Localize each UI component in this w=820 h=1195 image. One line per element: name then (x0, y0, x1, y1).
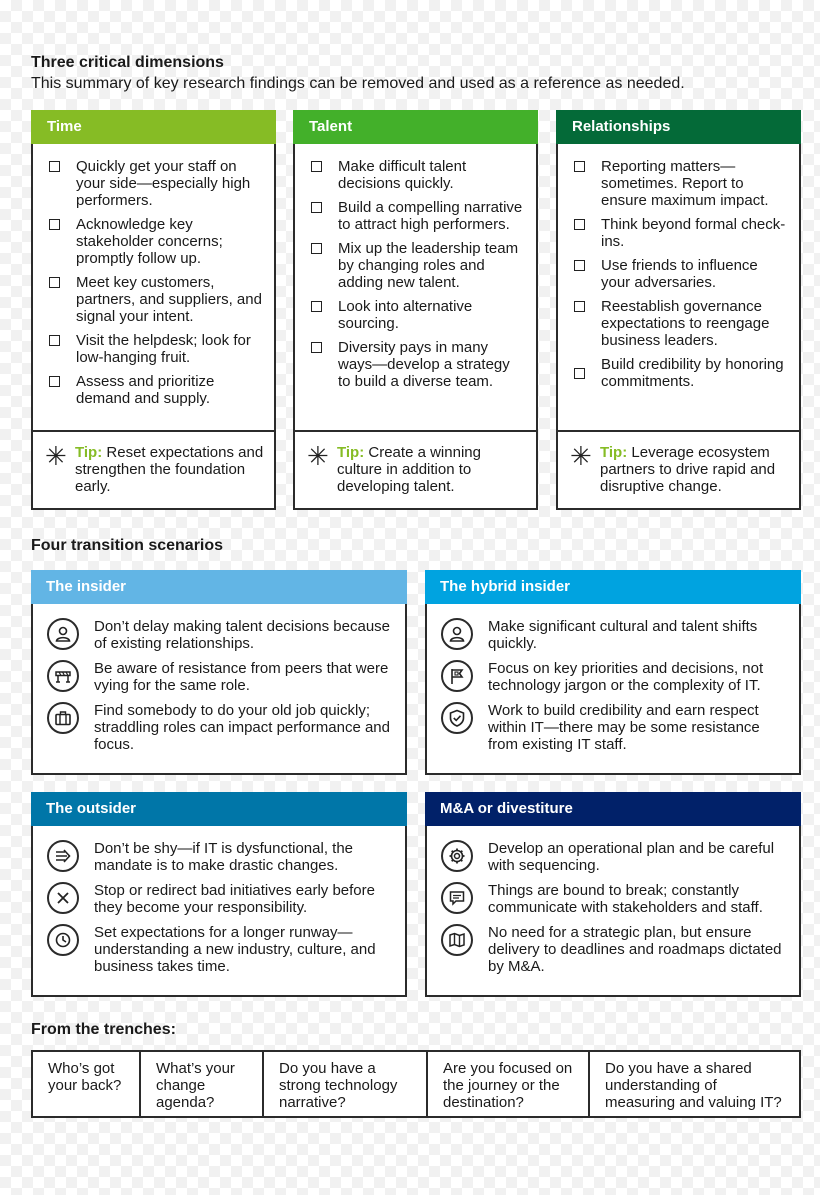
close-icon (47, 882, 79, 914)
scenario-header: The hybrid insider (425, 570, 801, 604)
checklist-item-text: Think beyond formal check-ins. (601, 216, 786, 250)
checklist-item-text: Build a compelling narrative to attract high performers. (338, 199, 523, 233)
checklist-item (311, 158, 526, 192)
checklist-item (49, 216, 264, 267)
scenario-item (47, 924, 397, 975)
scenario-item (441, 618, 791, 652)
tip-body: Leverage ecosystem partners to drive rapid and disruptive change. (600, 444, 776, 495)
trench-question: Do you have a shared understanding of measuring and valuing IT? (605, 1060, 782, 1111)
scenario-item-text: Don’t delay making talent decisions because of existing relationships. (94, 618, 391, 652)
dimension-header: Talent (293, 110, 538, 144)
page-subtitle: This summary of key research findings can be removed and used as a reference as needed. (31, 75, 685, 92)
scenario-item (441, 840, 791, 874)
scenario-item (47, 618, 397, 652)
dimension-relationships (556, 110, 801, 510)
scenario-item (47, 702, 397, 753)
scenario-item-text: Develop an operational plan and be careful with sequencing. (488, 840, 775, 874)
scenario-header: M&A or divestiture (425, 792, 801, 826)
tip-text (337, 444, 528, 495)
tip-text (600, 444, 791, 495)
checkbox[interactable] (311, 243, 322, 254)
asterisk-icon: ✳ (45, 441, 67, 471)
dimension-time (31, 110, 276, 510)
checklist-item (311, 199, 526, 233)
tip-body: Create a winning culture in addition to developing talent. (337, 444, 481, 495)
scenario-item (441, 924, 791, 975)
scenario-item (47, 840, 397, 874)
person-icon (441, 618, 473, 650)
checkbox[interactable] (311, 301, 322, 312)
gear-icon (441, 840, 473, 872)
tip-box (295, 430, 536, 508)
tip-label: Tip: (75, 444, 103, 461)
scenario-insider (31, 570, 407, 775)
checkbox[interactable] (49, 219, 60, 230)
checklist-item-text: Meet key customers, partners, and suppliers, and signal your intent. (76, 274, 262, 325)
checklist-item-text: Mix up the leadership team by changing roles and adding new talent. (338, 240, 519, 291)
scenario-item-text: Things are bound to break; constantly communicate with stakeholders and staff. (488, 882, 763, 916)
trench-question: Do you have a strong technology narrative? (264, 1052, 428, 1116)
checklist-item-text: Look into alternative sourcing. (338, 298, 473, 332)
scenarios-title: Four transition scenarios (31, 537, 224, 554)
checkbox[interactable] (574, 368, 585, 379)
scenario-item-text: Make significant cultural and talent shifts quickly. (488, 618, 758, 652)
trench-question: Are you focused on the journey or the destination? (428, 1052, 590, 1116)
scenario-item-text: Set expectations for a longer runway—understanding a new industry, culture, and business takes time. (94, 924, 376, 975)
scenario-item-text: Find somebody to do your old job quickly; straddling roles can impact performance and focus. (94, 702, 390, 753)
checklist-item (311, 240, 526, 291)
checklist-item (49, 373, 264, 407)
shield-check-icon (441, 702, 473, 734)
checklist-item-text: Make difficult talent decisions quickly. (338, 158, 467, 192)
scenario-item-text: Work to build credibility and earn respect within IT—there may be some resistance from existing IT staff. (488, 702, 760, 753)
tip-body: Reset expectations and strengthen the foundation early. (75, 444, 264, 495)
checkbox[interactable] (49, 161, 60, 172)
page-title: Three critical dimensions (31, 54, 224, 71)
checklist-item (574, 298, 789, 349)
checkbox[interactable] (574, 260, 585, 271)
checklist-item (311, 298, 526, 332)
asterisk-icon: ✳ (570, 441, 592, 471)
dimension-body (31, 144, 276, 510)
scenario-item-text: Don’t be shy—if IT is dysfunctional, the mandate is to make drastic changes. (94, 840, 354, 874)
checklist-item-text: Use friends to influence your adversaries. (601, 257, 758, 291)
dimension-body (293, 144, 538, 510)
briefcase-icon (47, 702, 79, 734)
trench-question: What’s your change agenda? (141, 1052, 264, 1116)
checkbox[interactable] (574, 219, 585, 230)
checklist-item-text: Build credibility by honoring commitments. (601, 356, 784, 390)
tip-label: Tip: (600, 444, 628, 461)
trench-question: Who’s got your back? (33, 1052, 141, 1116)
checklist-item (574, 216, 789, 250)
scenario-outsider (31, 792, 407, 997)
hurdle-icon (47, 660, 79, 692)
checklist-item-text: Reestablish governance expectations to reengage business leaders. (601, 298, 770, 349)
scenario-item (47, 660, 397, 694)
checklist-item (49, 332, 264, 366)
clock-icon (47, 924, 79, 956)
checklist-item (311, 339, 526, 390)
scenario-header: The outsider (31, 792, 407, 826)
checklist-item-text: Visit the helpdesk; look for low-hanging fruit. (76, 332, 251, 366)
scenario-header: The insider (31, 570, 407, 604)
asterisk-icon: ✳ (307, 441, 329, 471)
checklist-item (574, 257, 789, 291)
scenario-item (47, 882, 397, 916)
checklist-item-text: Reporting matters—sometimes. Report to ensure maximum impact. (601, 158, 769, 209)
scenario-item-text: Focus on key priorities and decisions, not technology jargon or the complexity of IT. (488, 660, 764, 694)
dimension-body (556, 144, 801, 510)
trenches-title: From the trenches: (31, 1021, 176, 1038)
tip-text (75, 444, 266, 495)
arrow-lines-icon (47, 840, 79, 872)
checklist-item-text: Diversity pays in many ways—develop a strategy to build a diverse team. (338, 339, 510, 390)
checkbox[interactable] (49, 277, 60, 288)
tip-box (558, 430, 799, 508)
flag-icon (441, 660, 473, 692)
checklist-item (574, 356, 789, 390)
scenario-body (425, 826, 801, 997)
checklist-item-text: Quickly get your staff on your side—especially high performers. (76, 158, 251, 209)
checkbox[interactable] (574, 301, 585, 312)
checkbox[interactable] (311, 202, 322, 213)
map-icon (441, 924, 473, 956)
scenario-item-text: No need for a strategic plan, but ensure delivery to deadlines and roadmaps dictated by M&A. (488, 924, 782, 975)
checkbox[interactable] (574, 161, 585, 172)
checkbox[interactable] (311, 161, 322, 172)
scenario-item-text: Be aware of resistance from peers that were vying for the same role. (94, 660, 389, 694)
scenario-item (441, 882, 791, 916)
tip-label: Tip: (337, 444, 365, 461)
scenario-body (31, 826, 407, 997)
scenario-body (31, 604, 407, 775)
checkbox[interactable] (49, 335, 60, 346)
dimension-header: Time (31, 110, 276, 144)
checklist-item (49, 274, 264, 325)
chat-icon (441, 882, 473, 914)
scenario-body (425, 604, 801, 775)
checklist-item-text: Assess and prioritize demand and supply. (76, 373, 215, 407)
scenario-hybrid-insider (425, 570, 801, 775)
checklist-item (49, 158, 264, 209)
scenario-m-and-a (425, 792, 801, 997)
dimension-header: Relationships (556, 110, 801, 144)
scenario-item (441, 660, 791, 694)
scenario-item (441, 702, 791, 753)
checkbox[interactable] (49, 376, 60, 387)
trenches-table (31, 1050, 801, 1118)
checklist-item-text: Acknowledge key stakeholder concerns; promptly follow up. (76, 216, 223, 267)
checkbox[interactable] (311, 342, 322, 353)
checklist-item (574, 158, 789, 209)
dimension-talent (293, 110, 538, 510)
scenario-item-text: Stop or redirect bad initiatives early before they become your responsibility. (94, 882, 375, 916)
person-icon (47, 618, 79, 650)
tip-box (33, 430, 274, 508)
